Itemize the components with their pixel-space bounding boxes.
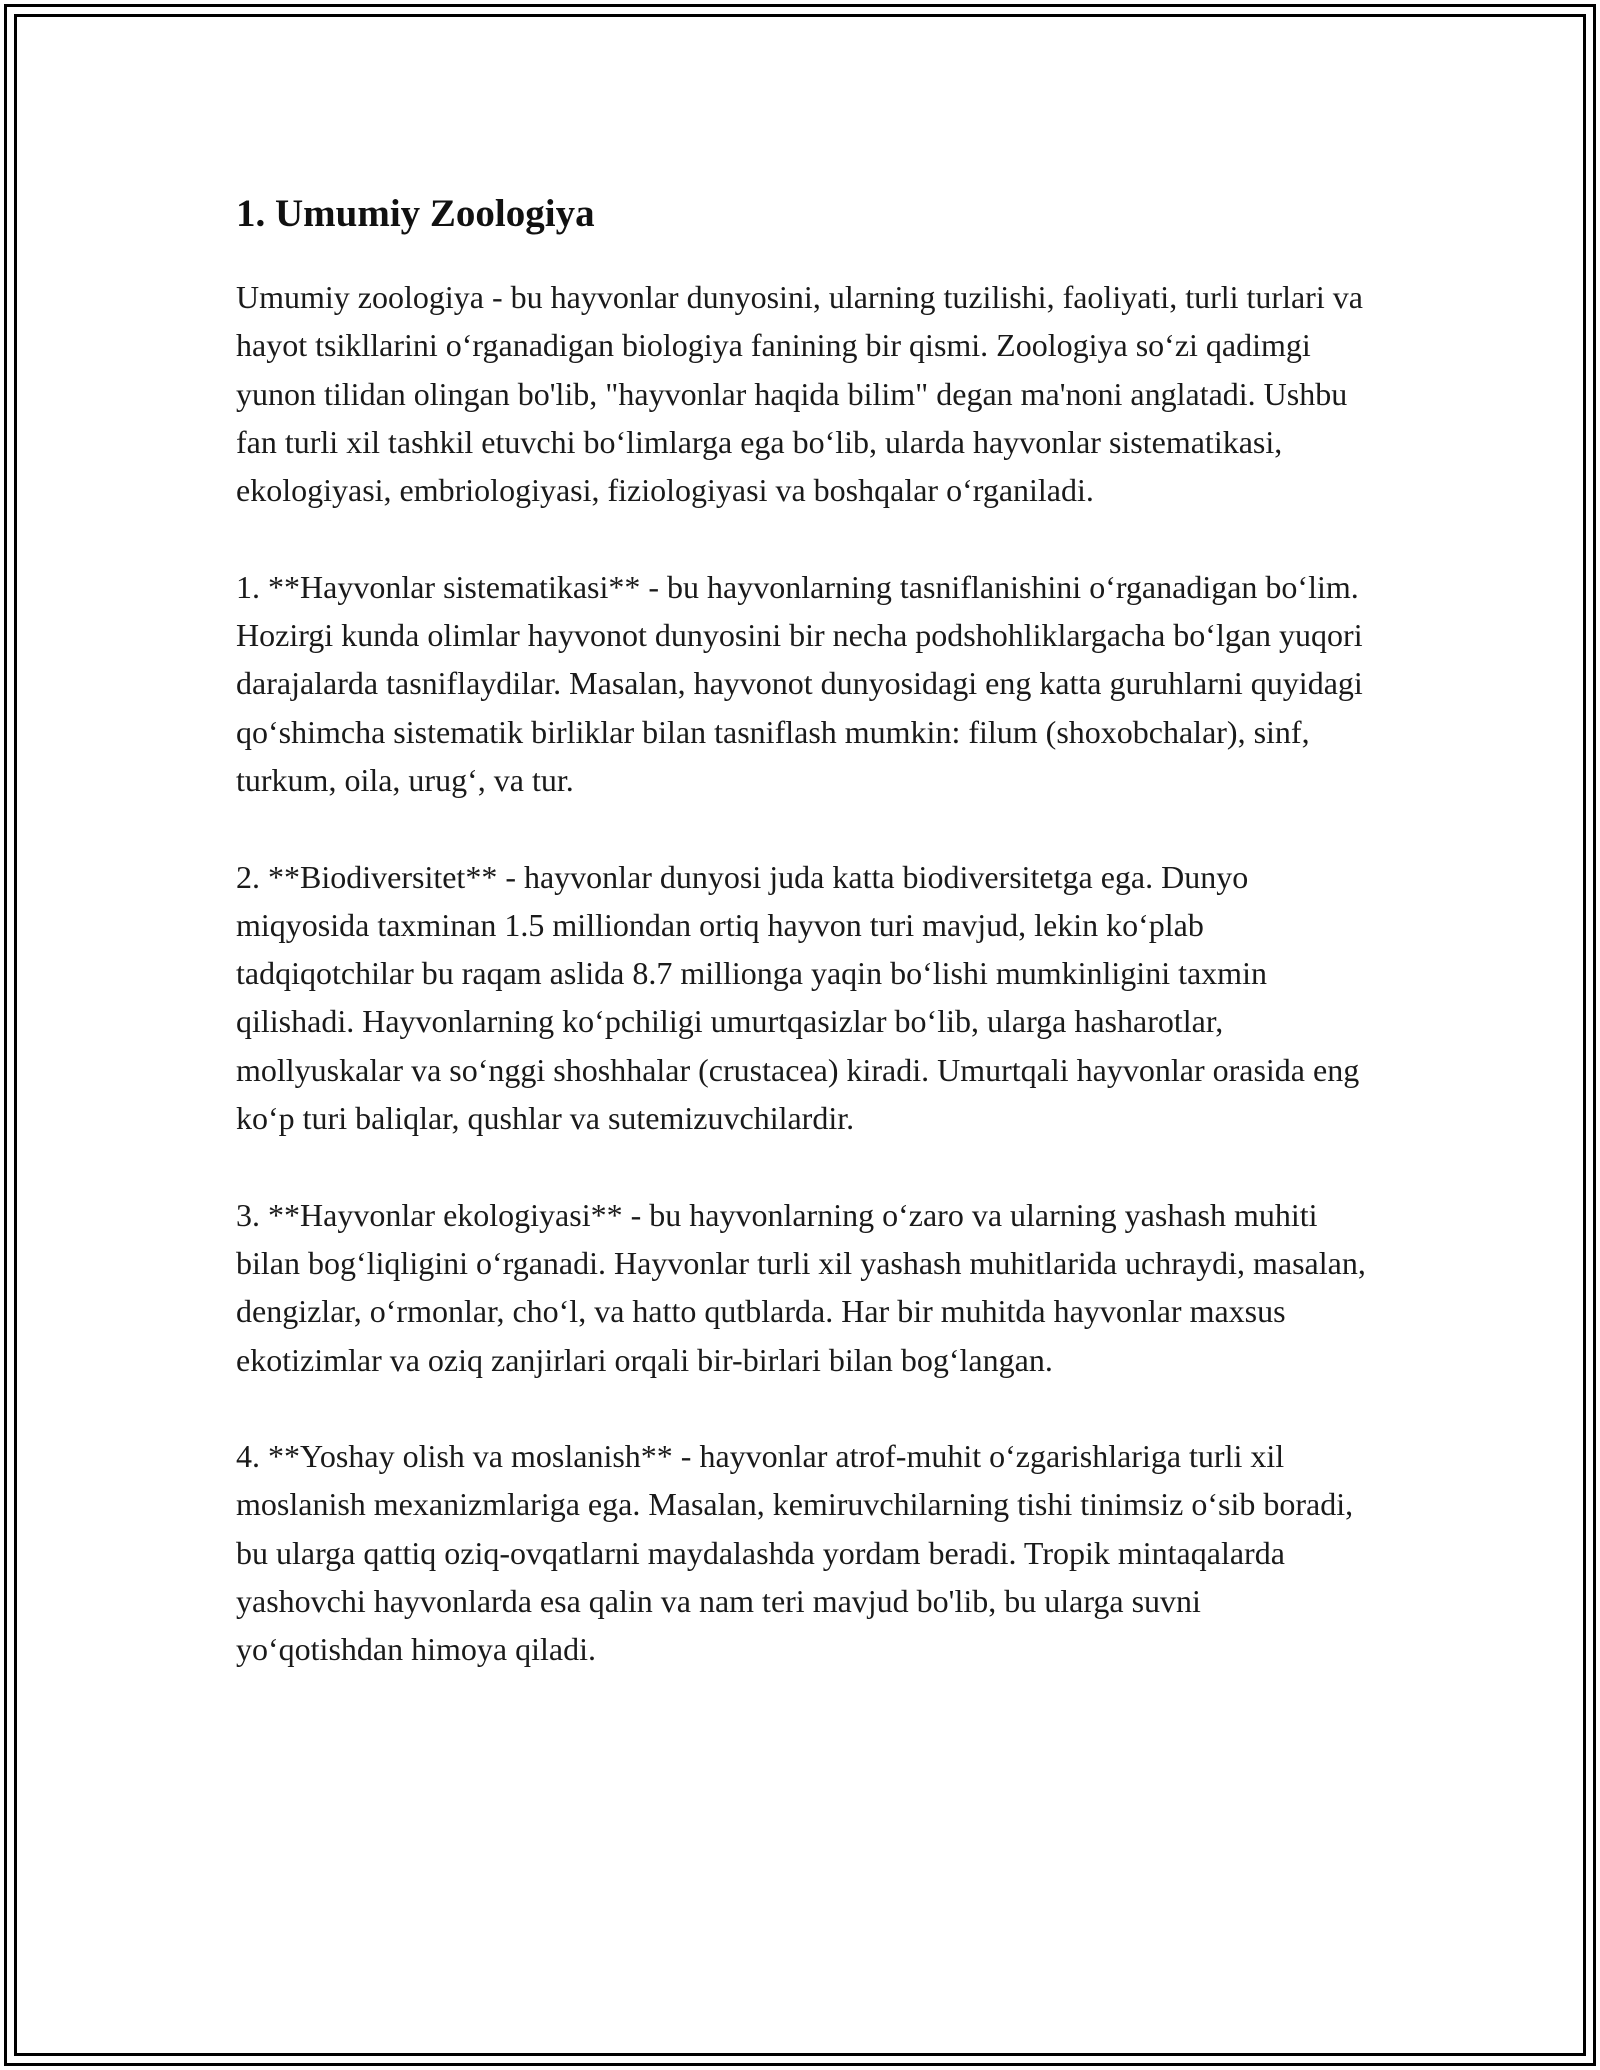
paragraph-biodiversity: 2. **Biodiversitet** - hayvonlar dunyosi juda katta biodiversitetga ega. Dunyo miqyosida taxminan 1.5 milliondan ortiq hayvon turi mavjud, lekin koʻplab tadqiqotchilar bu raqam aslida 8.7 millionga yaqin boʻlishi mumkinligini taxmin qilishadi. Hayvonlarning koʻpchiligi umurtqasizlar boʻlib, ularga hasharotlar, mollyuskalar va soʻnggi shoshhalar (crustacea) kiradi. Umurtqali hayvonlar orasida eng koʻp turi baliqlar, qushlar va sutemizuvchilardir. [236, 858, 1368, 1137]
document-body [236, 185, 1374, 1674]
document-title: 1. Umumiy Zoologiya [236, 192, 595, 235]
paragraph-systematics: 1. **Hayvonlar sistematikasi** - bu hayvonlarning tasniflanishini oʻrganadigan boʻlim. Hozirgi kunda olimlar hayvonot dunyosini bir necha podshohliklargacha boʻlgan yuqori darajalarda tasniflaydilar. Masalan, hayvonot dunyosidagi eng katta guruhlarni quyidagi qoʻshimcha sistematik birliklar bilan tasniflash mumkin: filum (shoxobchalar), sinf, turkum, oila, urugʻ, va tur. [236, 568, 1371, 798]
paragraph-intro: Umumiy zoologiya - bu hayvonlar dunyosini, ularning tuzilishi, faoliyati, turli turlari va hayot tsikllarini oʻrganadigan biologiya fanining bir qismi. Zoologiya soʻzi qadimgi yunon tilidan olingan bo'lib, "hayvonlar haqida bilim" degan ma'noni anglatadi. Ushbu fan turli xil tashkil etuvchi boʻlimlarga ega boʻlib, ularda hayvonlar sistematikasi, ekologiyasi, embriologiyasi, fiziologiyasi va boshqalar oʻrganiladi. [236, 279, 1371, 509]
paragraph-ecology: 3. **Hayvonlar ekologiyasi** - bu hayvonlarning oʻzaro va ularning yashash muhiti bilan bogʻliqligini oʻrganadi. Hayvonlar turli xil yashash muhitlarida uchraydi, masalan, dengizlar, oʻrmonlar, choʻl, va hatto qutblarda. Har bir muhitda hayvonlar maxsus ekotizimlar va oziq zanjirlari orqali bir-birlari bilan bogʻlangan. [236, 1196, 1374, 1378]
paragraph-adaptation: 4. **Yoshay olish va moslanish** - hayvonlar atrof-muhit oʻzgarishlariga turli xil moslanish mexanizmlariga ega. Masalan, kemiruvchilarning tishi tinimsiz oʻsib boradi, bu ularga qattiq oziq-ovqatlarni maydalashda yordam beradi. Tropik mintaqalarda yashovchi hayvonlarda esa qalin va nam teri mavjud bo'lib, bu ularga suvni yoʻqotishdan himoya qiladi. [236, 1438, 1362, 1668]
